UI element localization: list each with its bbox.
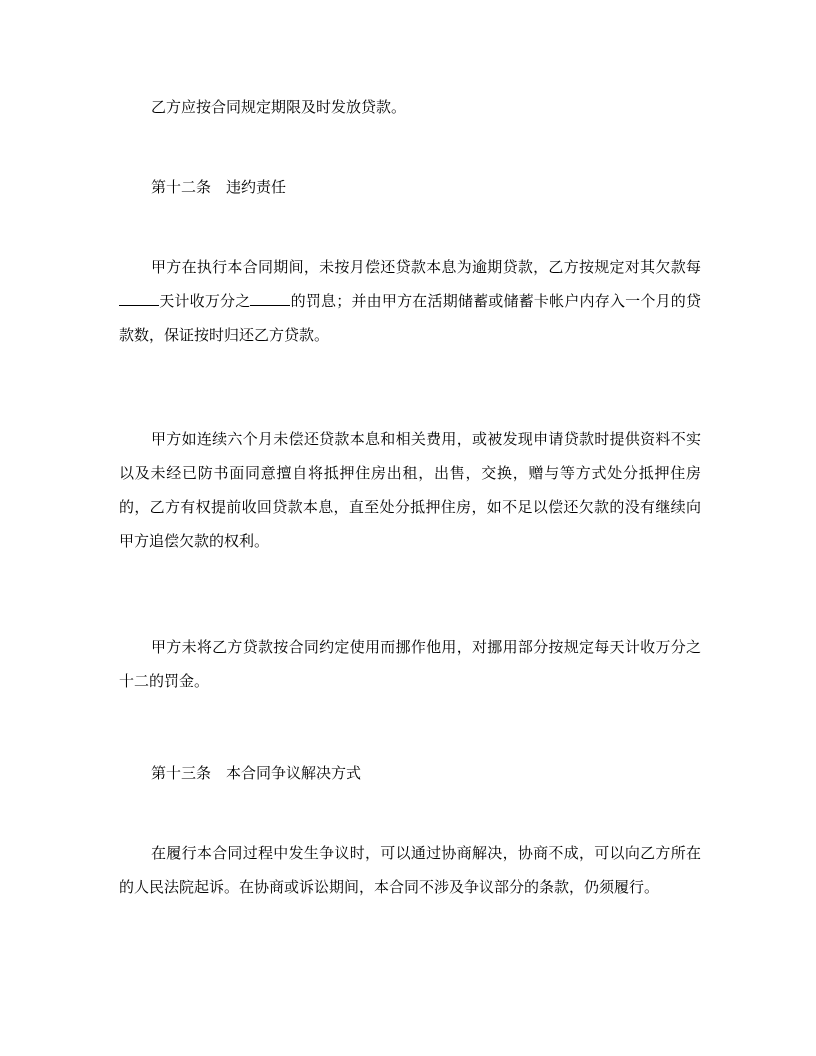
paragraph-dispute-resolution: 在履行本合同过程中发生争议时，可以通过协商解决，协商不成，可以向乙方所在的人民法院起诉。在协商或诉讼期间，本合同不涉及争议部分的条款，仍须履行。 bbox=[119, 844, 701, 896]
article-13-heading: 第十三条 本合同争议解决方式 bbox=[151, 764, 362, 782]
paragraph-loan-release: 乙方应按合同规定期限及时发放贷款。 bbox=[151, 98, 407, 116]
penalty-text-part3: 的罚息；并由甲方在活期储蓄或储蓄卡帐户内存入一个月的贷款数，保证按时归还乙方贷款。 bbox=[119, 292, 701, 344]
blank-rate-field bbox=[250, 289, 290, 306]
article-12-heading: 第十二条 违约责任 bbox=[151, 178, 287, 196]
blank-days-field bbox=[119, 289, 159, 306]
paragraph-overdue-penalty bbox=[119, 250, 701, 352]
paragraph-default-recall: 甲方如连续六个月未偿还贷款本息和相关费用，或被发现申请贷款时提供资料不实以及未经已防书面同意擅自将抵押住房出租，出售，交换，赠与等方式处分抵押住房的，乙方有权提前收回贷款本息，直至处分抵押住房，如不足以偿还欠款的没有继续向甲方追偿欠款的权利。 bbox=[119, 430, 701, 550]
penalty-text-part2: 天计收万分之 bbox=[159, 292, 251, 310]
penalty-text-part1: 甲方在执行本合同期间，未按月偿还贷款本息为逾期贷款，乙方按规定对其欠款每 bbox=[151, 258, 701, 276]
paragraph-misuse-fine: 甲方未将乙方贷款按合同约定使用而挪作他用，对挪用部分按规定每天计收万分之十二的罚金。 bbox=[119, 638, 701, 690]
